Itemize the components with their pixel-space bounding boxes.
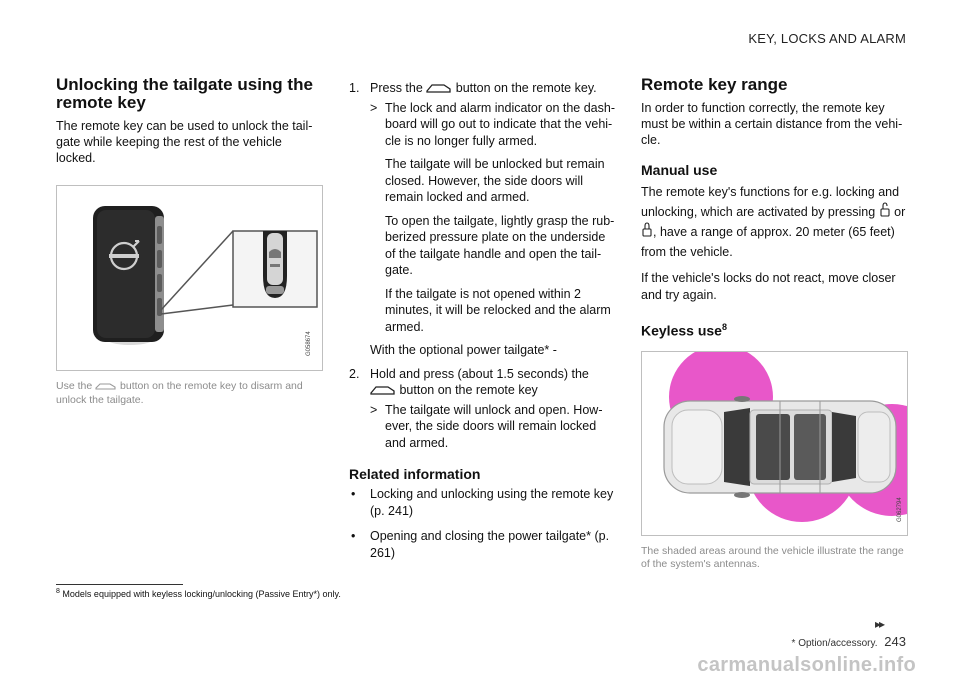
related-information-title: Related information (349, 466, 481, 482)
figure-caption (56, 380, 324, 407)
step-text-post: button on the remote key (399, 383, 538, 397)
figure-code: G062794 (897, 496, 903, 522)
related-link-page: (p. 241) (370, 503, 414, 518)
page-footer (792, 634, 906, 649)
keyless-use-title: Keyless use$^8$ (641, 322, 727, 339)
manual-use-paragraph-2: If the vehicle's locks do not react, move closer and try again. (641, 271, 896, 302)
section-intro: The remote key can be used to unlock the tail-gate while keeping the rest of the vehicle locked. (56, 119, 313, 165)
section-title-tailgate-unlock: Unlocking the tailgate using the remote key (56, 75, 313, 112)
watermark: carmanualsonline.info (697, 654, 916, 676)
remote-key-figure (56, 185, 323, 371)
footnote (56, 588, 341, 599)
step-2 (349, 366, 617, 399)
manual-use-title: Manual use (641, 162, 718, 178)
middle-column (349, 80, 617, 561)
step-text-pre: Press the (370, 81, 423, 95)
step-text-pre: Hold and press (about 1.5 seconds) the (370, 366, 589, 381)
tailgate-icon (426, 82, 452, 94)
tailgate-icon (370, 384, 396, 396)
caption-post: button on the remote key to disarm and unlock the tailgate. (56, 380, 303, 406)
keyless-range-figure (641, 351, 908, 536)
remote-key-illustration (57, 186, 322, 370)
caption-pre: Use the (56, 380, 93, 392)
section-title-remote-range: Remote key range (641, 75, 788, 94)
footnote-text: Models equipped with keyless locking/unlocking (Passive Entry*) only. (62, 589, 341, 599)
footnote-rule (56, 584, 183, 585)
related-link[interactable]: • Opening and closing the power tailgate* (p. 261) (351, 529, 610, 560)
step-1-paragraph: To open the tailgate, lightly grasp the rub-berized pressure plate on the underside of the tailgate handle and open the tail-gate. (385, 213, 615, 277)
unlock-icon (879, 202, 891, 218)
step-text-post: button on the remote key. (455, 81, 597, 95)
result-marker: > (370, 402, 378, 417)
footnote-ref: 8 (721, 322, 727, 332)
option-note: * Option/accessory. (791, 638, 878, 649)
footnote-mark: 8 (56, 588, 60, 595)
related-link-text: Locking and unlocking using the remote key (370, 487, 614, 501)
lock-icon (641, 222, 653, 238)
step-1-paragraph: The tailgate will be unlocked but remain closed. However, the side doors will remain locked and armed. (385, 157, 605, 204)
figure-code: G058674 (306, 331, 312, 356)
step-number: 2. (349, 366, 360, 381)
car-top-view (664, 396, 896, 498)
optional-tailgate-note: With the optional power tailgate* - (370, 343, 557, 357)
keyless-range-illustration (642, 352, 907, 535)
step-1-result (349, 100, 617, 150)
figure-caption: The shaded areas around the vehicle illustrate the range of the system's antennas. (641, 544, 904, 571)
result-text: The lock and alarm indicator on the dash-board will go out to indicate that the vehi-cle is no longer fully armed. (385, 100, 615, 148)
left-column (56, 76, 324, 407)
result-marker: > (370, 100, 378, 115)
related-link-text: Opening and closing the power tailgate* (370, 529, 591, 543)
page-number: 243 (884, 634, 906, 649)
step-1 (349, 80, 617, 97)
related-link-page: (p. 261) (370, 529, 610, 560)
step-1-paragraph: If the tailgate is not opened within 2 minutes, it will be relocked and the alarm armed. (385, 286, 611, 334)
result-text: The tailgate will unlock and open. How-ever, the side doors will remain locked and armed. (385, 402, 603, 450)
step-number: 1. (349, 81, 360, 95)
next-page-arrows[interactable]: ▸▸ (875, 617, 884, 631)
tailgate-icon (95, 381, 117, 391)
manual-use-paragraph: The remote key's functions for e.g. locking and unlocking, which are activated by pressing or , have a range of approx. 20 meter (65 feet) from the vehicle. (641, 185, 906, 259)
related-link[interactable]: • Locking and unlocking using the remote key (p. 241) (351, 487, 614, 518)
right-column (641, 76, 909, 572)
running-header: KEY, LOCKS AND ALARM (748, 31, 906, 46)
step-2-result (349, 402, 617, 452)
range-intro: In order to function correctly, the remote key must be within a certain distance from the vehi-cle. (641, 101, 903, 147)
